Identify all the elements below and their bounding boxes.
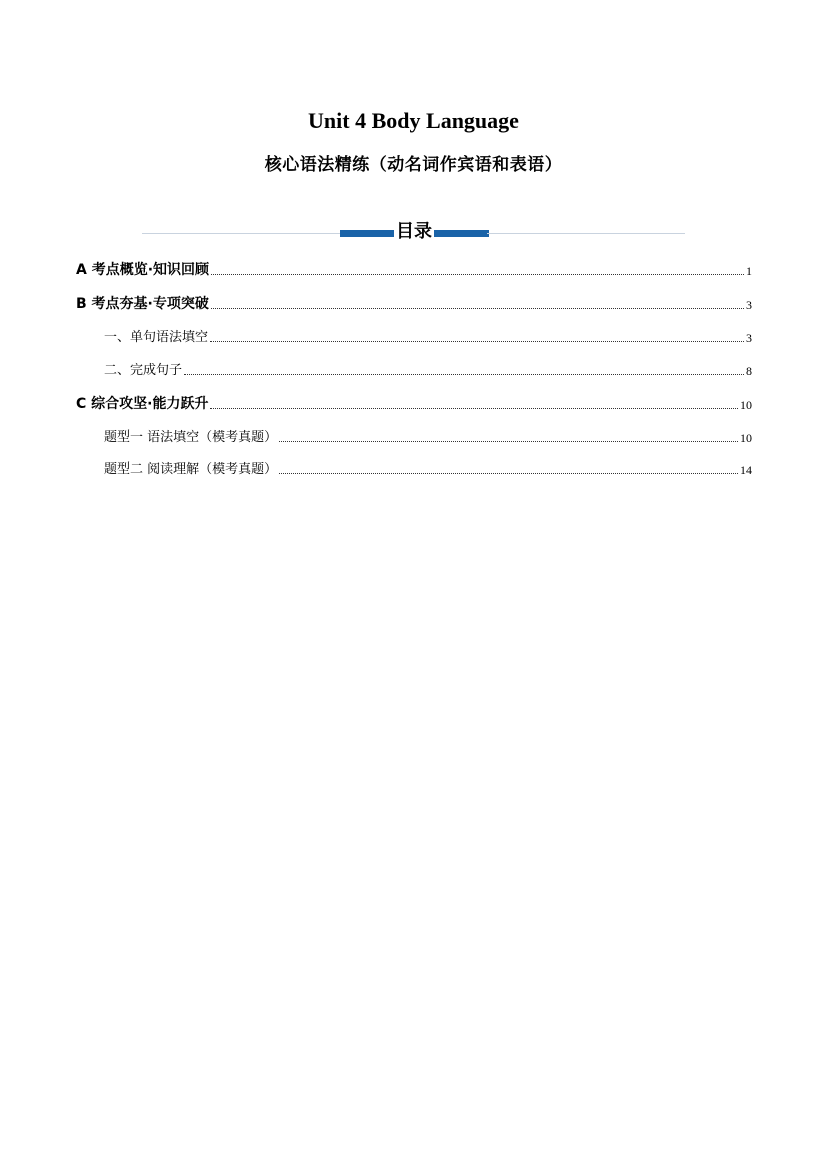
toc-entry-section-b[interactable] [76,292,752,314]
toc-leader-dots [211,308,744,309]
toc-leader-dots [279,473,738,474]
toc-leader-dots [210,408,738,409]
toc-heading: 目录 [396,221,432,242]
toc-entry-section-c[interactable] [76,392,752,414]
toc-entry-page: 10 [740,398,752,412]
toc-entry-page: 8 [746,364,752,378]
toc-entry-label: B 考点夯基·专项突破 [76,296,209,312]
toc-entry-page: 14 [740,463,752,477]
toc-entry-label: A 考点概览·知识回顾 [76,262,210,278]
toc-header-accent-bar-left [340,230,394,237]
toc-entry-sentence-fill-in[interactable] [104,325,752,347]
toc-entry-complete-sentences[interactable] [104,358,752,380]
toc-entry-section-a[interactable] [76,258,752,280]
toc-leader-dots [211,274,744,275]
toc-entry-label: 二、完成句子 [104,363,183,378]
page-subtitle: 核心语法精练（动名词作宾语和表语） [264,155,563,175]
toc-leader-dots [279,441,738,442]
toc-leader-dots [184,374,744,375]
toc-entry-page: 3 [746,298,752,312]
toc-entry-grammar-fill-in[interactable] [104,425,752,447]
toc-entry-page: 3 [746,331,752,345]
toc-entry-label: 题型二 阅读理解（模考真题） [104,462,278,477]
toc-header-rule-right [487,233,685,234]
page-title: Unit 4 Body Language [308,108,519,133]
toc-entry-page: 1 [746,264,752,278]
toc-header-rule-left [142,233,342,234]
toc-header [142,218,685,246]
toc-entry-label: 一、单句语法填空 [104,330,209,345]
toc-entry-label: 题型一 语法填空（模考真题） [104,430,278,445]
toc-entry-label: C 综合攻坚·能力跃升 [76,396,209,412]
toc-entry-reading-comprehension[interactable] [104,457,752,479]
toc-leader-dots [210,341,744,342]
toc-header-accent-bar-right [434,230,489,237]
toc-entry-page: 10 [740,431,752,445]
